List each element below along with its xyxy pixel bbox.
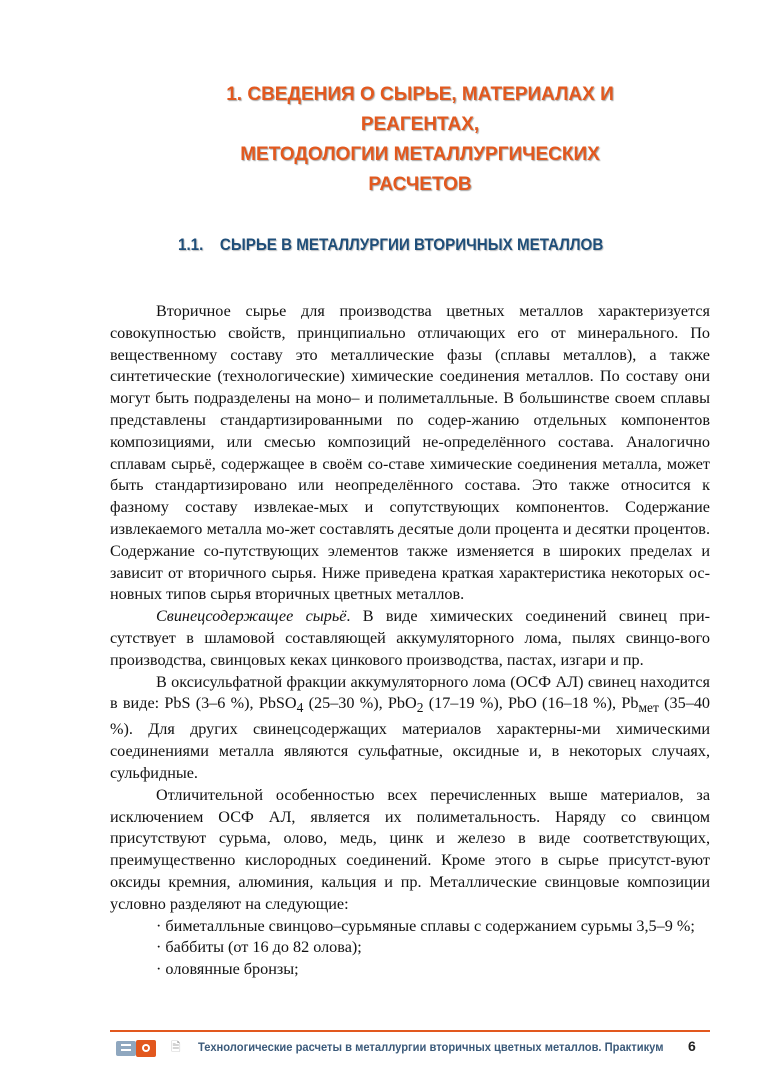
subscript: мет — [638, 700, 659, 716]
chapter-number: 1. — [226, 84, 243, 105]
document-icon: 🗎 — [171, 1040, 181, 1054]
paragraph-1: Вторичное сырье для производства цветных металлов характеризуется совокупностью свойств, принципиально отличающих его от минерального. По вещественному составу это металлические фазы (сплавы металлов), а также синтетические (технологические) химические соединения металлов. По составу они могут быть подразделены на моно– и полиметалльные. В большинстве своем сплавы представлены стандартизированными по содер-жанию отдельных компонентов композициями, или смесью композиций не-определённого состава. Аналогично сплавам сырьё, содержащее в своём со-ставе химические соединения металла, может быть стандартизировано или неопределённого состава. Это также относится к фазному составу извлекае-мых и сопутствующих компонентов. Содержание извлекаемого металла мо-жет составлять десятые доли процента и десятки процентов. Содержание со-путствующих элементов также изменяется в широких пределах и зависит от вторичного сырья. Ниже приведена краткая характеристика некоторых ос-новных типов сырья вторичных цветных металлов. — [110, 302, 710, 604]
subscript: 4 — [296, 700, 304, 716]
paragraph-2-emphasis: Свинецсодержащее сырьё — [156, 607, 347, 626]
page-number: 6 — [688, 1038, 696, 1054]
chapter-title-line-4: РАСЧЕТОВ — [368, 174, 472, 195]
footer-title: Технологические расчеты в металлургии вторичных цветных металлов. Практикум — [198, 1040, 664, 1054]
chapter-title-line-1: 1. СВЕДЕНИЯ О СЫРЬЕ, МАТЕРИАЛАХ И — [226, 84, 614, 105]
subscript: 2 — [416, 700, 424, 716]
chapter-title — [150, 80, 690, 200]
body-text — [110, 301, 710, 981]
section-title-text: СЫРЬЕ В МЕТАЛЛУРГИИ ВТОРИЧНЫХ МЕТАЛЛОВ — [219, 236, 604, 254]
bullet-item: · оловянные бронзы; — [156, 960, 299, 979]
bullet-item: · баббиты (от 16 до 82 олова); — [156, 938, 362, 957]
bullet-item: · биметалльные свинцово–сурьмяные сплавы с содержанием сурьмы 3,5–9 %; — [156, 916, 695, 935]
footer-divider — [110, 1030, 710, 1032]
chapter-title-line-3: МЕТОДОЛОГИИ МЕТАЛЛУРГИЧЕСКИХ — [240, 144, 600, 165]
chapter-title-line-2: РЕАГЕНТАХ, — [360, 114, 480, 135]
paragraph-3: В оксисульфатной фракции аккумуляторного лома (ОСФ АЛ) свинец находится в виде: PbS (3–6 %), PbSO$_4$ (25–30 %), PbO$_2$ (17–19 %), PbO (16–18 %), $Pb_{мет}$ (35–40 %). Для других свинецсодержащих материалов характерны-ми химическими соединениями металла являются сульфатные, оксидные и, в некоторых случаях, сульфидные. — [110, 672, 711, 782]
section-number: 1.1. — [178, 236, 204, 254]
section-title — [178, 234, 656, 256]
paragraph-4: Отличительной особенностью всех перечисленных выше материалов, за исключением ОСФ АЛ, является их полиметальность. Наряду со свинцом присутствуют сурьма, олово, медь, цинк и железо в виде соответствующих, преимущественно кислородных соединений. Кроме этого в сырье присутст-вуют оксиды кремния, алюминия, кальция и пр. Металлические свинцовые композиции условно разделяют на следующие: — [110, 785, 710, 913]
publisher-logo-icon — [116, 1038, 160, 1063]
paragraph-2: Свинецсодержащее сырьё. В виде химических соединений свинец при-сутствует в шламовой составляющей аккумуляторного лома, пылях свинцо-вого производства, свинцовых кеках цинкового производства, пастах, изгари и пр. — [110, 607, 711, 669]
